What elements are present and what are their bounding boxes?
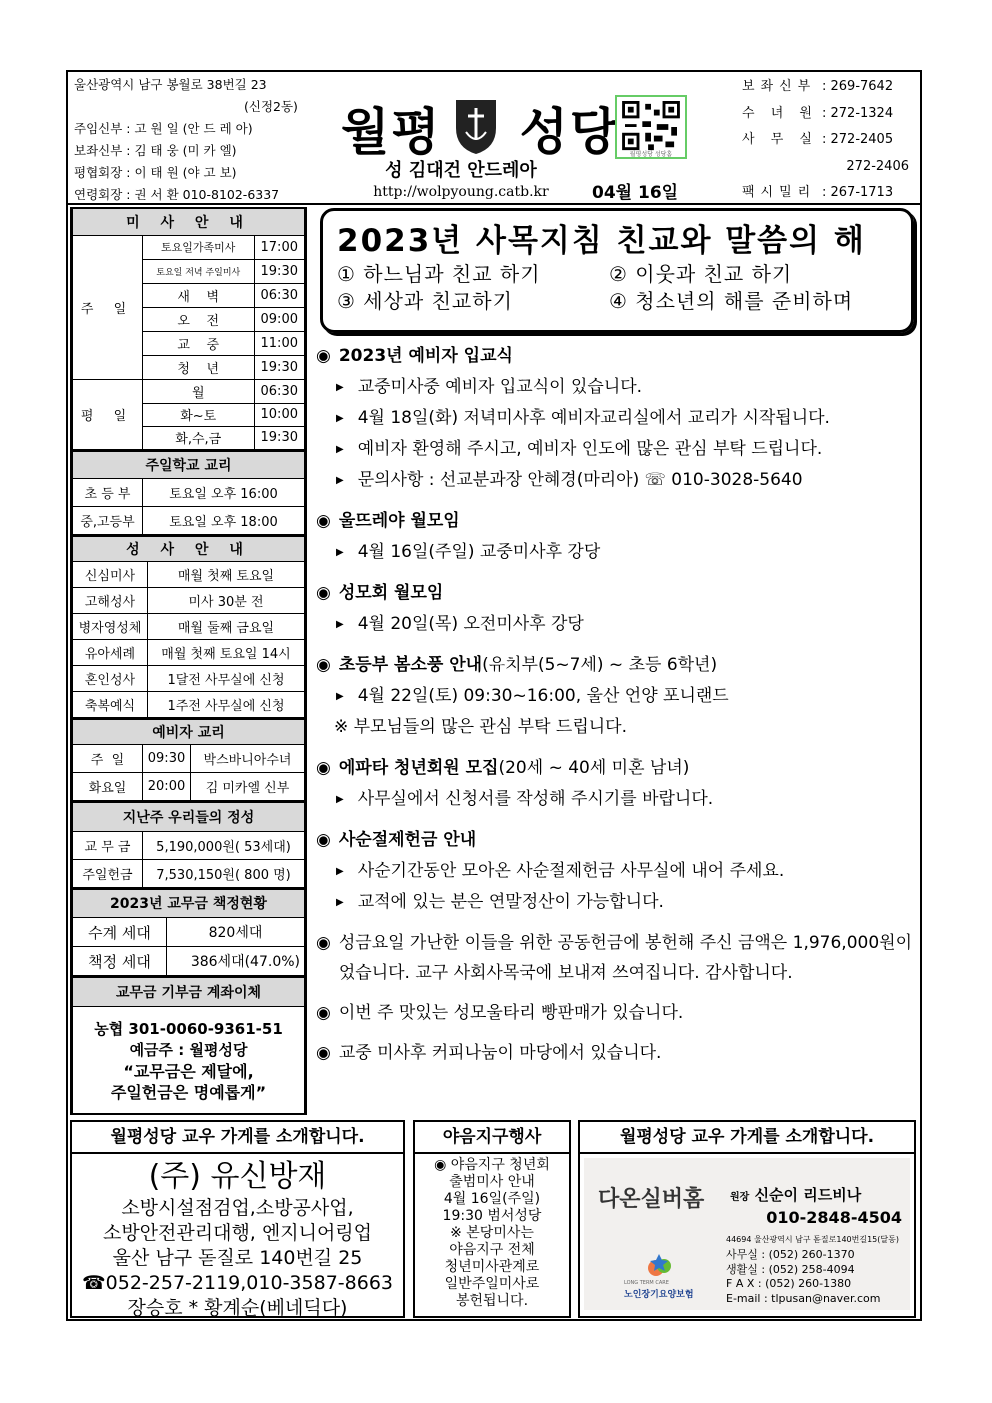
notice-title: 사순절제헌금 안내 [338, 830, 477, 850]
class-teacher: 박스바니아수녀 [191, 745, 305, 773]
address-dong: (신정2동) [244, 99, 298, 114]
mass-time: 06:30 [254, 379, 305, 403]
sacrament-title: 성 사 안 내 [73, 536, 305, 561]
contact-row: 272-2406 [846, 158, 909, 174]
offering-table [72, 801, 305, 888]
ad-line: 소방시설점검업,소방공사업, [121, 1197, 354, 1219]
announcement [316, 998, 916, 1028]
triangle-bullet-icon: ▶ [336, 547, 344, 558]
mass-time: 11:00 [254, 331, 305, 355]
pastoral-theme-box [320, 208, 914, 333]
district-event [413, 1120, 571, 1318]
mass-schedule-title: 미 사 안 내 [73, 209, 305, 235]
notice-title: 2023년 예비자 입교식 [338, 346, 513, 366]
notice-section [316, 825, 916, 918]
mass-time: 06:30 [254, 283, 305, 307]
mass-time: 19:30 [254, 259, 305, 283]
notice-title: 성모회 월모임 [338, 583, 444, 603]
mass-name: 청 년 [143, 355, 255, 379]
event-line: 4월 16일(주일) [443, 1191, 541, 1207]
account-table [72, 976, 305, 1115]
sacrament-name: 고해성사 [73, 587, 148, 613]
sacrament-name: 유아세례 [73, 639, 148, 665]
contact-list [742, 74, 917, 207]
bullet-icon: ◉ [316, 346, 331, 366]
sacrament-schedule: 매월 첫째 토요일 [148, 561, 305, 587]
triangle-bullet-icon: ▶ [336, 475, 344, 486]
notice-item: 교적에 있는 분은 연말정산이 가능합니다. [357, 892, 664, 912]
theme-goal: ③ 세상과 친교하기 [337, 289, 513, 313]
sacrament-name: 병자영성체 [73, 613, 148, 639]
issue-date: 04월 16일 [592, 183, 679, 203]
catechumen-table [72, 718, 305, 802]
mass-time: 09:00 [254, 307, 305, 331]
notice-item: 사순기간동안 모아온 사순절제헌금 사무실에 내어 주세요. [357, 861, 785, 881]
event-line: 야음지구 전체 [449, 1242, 535, 1258]
announcement-text: 이번 주 맛있는 성모울타리 빵판매가 있습니다. [338, 1003, 684, 1023]
announcement-text: 성금요일 가난한 이들을 위한 공동헌금에 봉헌해 주신 금액은 1,976,000원이었습니다. 교구 사회사목국에 보내져 쓰여집니다. 감사합니다. [338, 933, 912, 983]
class-time: 토요일 오후 16:00 [143, 479, 305, 507]
business-card [584, 1158, 910, 1310]
mass-time: 10:00 [254, 403, 305, 426]
notice-title-note: (유치부(5~7세) ~ 초등 6학년) [482, 655, 718, 675]
class-time: 20:00 [143, 773, 191, 801]
notices [316, 341, 916, 1078]
event-line: 봉헌됩니다. [455, 1293, 529, 1309]
ad-heading: 월평성당 교우 가게를 소개합니다. [72, 1122, 403, 1154]
notice-title: 초등부 봄소풍 안내 [338, 655, 483, 675]
notice-item: 4월 22일(토) 09:30~16:00, 울산 언양 포니랜드 [357, 686, 729, 706]
mass-name: 월 [143, 379, 255, 403]
theme-goal: ④ 청소년의 해를 준비하며 [609, 289, 854, 313]
notice-note: ※ 부모님들의 많은 관심 부탁 드립니다. [334, 717, 627, 737]
grade: 초 등 부 [73, 479, 143, 507]
website-link[interactable]: http://wolpyoung.catb.kr [373, 184, 549, 200]
notice-title: 에파타 청년회원 모집 [338, 758, 499, 778]
notice-title-note: (20세 ~ 40세 미혼 남녀) [498, 758, 690, 778]
company-name: (주) 유신방재 [148, 1159, 327, 1194]
sacrament-name: 축복예식 [73, 691, 148, 717]
triangle-bullet-icon: ▶ [336, 794, 344, 805]
class-teacher: 김 미카엘 신부 [191, 773, 305, 801]
assessment-value: 386세대(47.0%) [167, 947, 305, 976]
triangle-bullet-icon: ▶ [336, 444, 344, 455]
contact-row: 수 녀 원 : 272-1324 [742, 105, 894, 121]
class-time: 토요일 오후 18:00 [143, 507, 305, 535]
theme-goal: ② 이웃과 친교 하기 [609, 262, 793, 286]
offering-amount: 5,190,000원( 53세대) [143, 831, 305, 859]
theme-goal: ① 하느님과 친교 하기 [337, 262, 541, 286]
ad-daon [578, 1120, 916, 1318]
sacrament-schedule: 1달전 사무실에 신청 [148, 665, 305, 691]
parish-info [74, 74, 324, 206]
mass-name: 화~토 [143, 403, 255, 426]
mass-time: 19:30 [254, 426, 305, 449]
notice-item: 문의사항 : 선교분과장 안혜경(마리아) ☏ 010-3028-5640 [357, 470, 803, 490]
sunday-school-table [72, 450, 305, 536]
business-address: 44694 울산광역시 남구 돋질로140번길15(달동) [726, 1235, 899, 1244]
offering-amount: 7,530,150원( 800 명) [143, 859, 305, 887]
triangle-bullet-icon: ▶ [336, 866, 344, 877]
triangle-bullet-icon: ▶ [336, 382, 344, 393]
slogan-line: 주일헌금은 명예롭게” [110, 1082, 267, 1102]
triangle-bullet-icon: ▶ [336, 619, 344, 630]
notice-section [316, 578, 916, 640]
catechumen-title: 예비자 교리 [73, 719, 305, 745]
mass-name: 토요일 저녁 주일미사 [143, 259, 255, 283]
sacrament-schedule: 미사 30분 전 [148, 587, 305, 613]
staff-row: 평협회장 : 이 태 원 (야 고 보) [74, 165, 237, 180]
offering-label: 교 무 금 [73, 831, 143, 859]
sacrament-schedule: 매월 첫째 토요일 14시 [148, 639, 305, 665]
staff-row: 주임신부 : 고 원 일 (안 드 레 아) [74, 121, 253, 136]
mass-name: 교 중 [143, 331, 255, 355]
mass-time: 19:30 [254, 355, 305, 379]
ad-phone: 052-257-2119,010-3587-8663 [105, 1272, 393, 1294]
bullet-icon: ◉ [316, 655, 331, 675]
phone-icon: ☎ [82, 1272, 106, 1294]
bullet-icon: ◉ [316, 1003, 331, 1023]
sacrament-schedule: 매월 둘째 금요일 [148, 613, 305, 639]
sacrament-name: 혼인성사 [73, 665, 148, 691]
contact-row: 사 무 실 : 272-2405 [742, 132, 894, 147]
class-time: 09:30 [143, 745, 191, 773]
patron-saint: 성 김대건 안드레아 [385, 160, 537, 181]
event-line: 19:30 범서성당 [442, 1208, 542, 1224]
announcement-text: 교중 미사후 커피나눔이 마당에서 있습니다. [338, 1043, 662, 1063]
sacrament-schedule: 1주전 사무실에 신청 [148, 691, 305, 717]
notice-section [316, 506, 916, 568]
church-title: 월평 성당 [341, 103, 621, 161]
theme-title: 2023년 사목지침 친교와 말씀의 해 [337, 223, 866, 259]
staff-row: 보좌신부 : 김 태 웅 (미 카 엘) [74, 143, 237, 158]
notice-item: 4월 18일(화) 저녁미사후 예비자교리실에서 교리가 시작됩니다. [357, 408, 830, 428]
triangle-bullet-icon: ▶ [336, 897, 344, 908]
mass-schedule-table [72, 209, 305, 450]
bullet-icon: ◉ [316, 933, 331, 953]
announcement [316, 928, 916, 988]
church-emblem-icon [441, 88, 511, 158]
notice-item: 사무실에서 신청서를 작성해 주시기를 바랍니다. [357, 789, 714, 809]
ad-heading: 월평성당 교우 가게를 소개합니다. [580, 1122, 914, 1154]
mass-name: 오 전 [143, 307, 255, 331]
notice-item: 예비자 환영해 주시고, 예비자 인도에 많은 관심 부탁 드립니다. [357, 439, 823, 459]
triangle-bullet-icon: ▶ [336, 691, 344, 702]
bullet-icon: ◉ [316, 758, 331, 778]
mass-name: 화,수,금 [143, 426, 255, 449]
address: 울산광역시 남구 봉월로 38번길 23 [74, 77, 267, 92]
bullet-icon: ◉ [316, 830, 331, 850]
ad-line: 울산 남구 돋질로 140번길 25 [112, 1247, 363, 1269]
director-name: 신순이 리드비나 [754, 1186, 862, 1204]
assessment-value: 820세대 [167, 918, 305, 947]
account-title: 교무금 기부금 계좌이체 [73, 977, 305, 1006]
header [66, 70, 922, 205]
slogan-line: “교무금은 제달에, [123, 1061, 254, 1081]
bullet-icon: ◉ [316, 583, 331, 603]
class-day: 주 일 [73, 745, 143, 773]
event-line: ※ 본당미사는 [450, 1225, 534, 1241]
assessment-table [72, 888, 305, 977]
mass-name: 토요일가족미사 [143, 235, 255, 259]
ad-yusin [70, 1120, 405, 1318]
email: E-mail : tlpusan@naver.com [726, 1291, 881, 1305]
sidebar [70, 207, 307, 1115]
sacrament-table [72, 535, 305, 718]
contact-row: 팩시밀리 : 267-1713 [742, 185, 894, 200]
office-phone: 사무실 : (052) 260-1370 [726, 1248, 855, 1261]
event-line: 출범미사 안내 [449, 1174, 535, 1190]
event-line: 일반주일미사로 [444, 1276, 540, 1292]
bank-account: 농협 301-0060-9361-51 [94, 1019, 283, 1038]
qr-caption: 월평성당 성당홈 [629, 151, 673, 158]
staff-row: 연령회장 : 권 서 환 010-8102-6337 [74, 187, 280, 202]
sunday-label: 주 일 [73, 235, 143, 379]
business-phone: 010-2848-4504 [766, 1208, 902, 1227]
event-line: 청년미사관계로 [444, 1259, 540, 1275]
assessment-title: 2023년 교무금 책정현황 [73, 889, 305, 918]
assessment-label: 책정 세대 [73, 947, 167, 976]
business-name: 다온실버홈 [598, 1187, 705, 1212]
contact-row: 보좌신부 : 269-7642 [742, 79, 894, 94]
account-holder: 예금주 : 월평성당 [129, 1040, 248, 1059]
ad-line: 소방안전관리대행, 엔지니어링업 [102, 1222, 373, 1244]
mass-name: 새 벽 [143, 283, 255, 307]
weekday-label: 평 일 [73, 379, 143, 449]
sunday-school-title: 주일학교 교리 [73, 451, 305, 479]
logo-name: 노인장기요양보험 [624, 1290, 694, 1300]
sacrament-name: 신심미사 [73, 561, 148, 587]
bullet-icon: ◉ [316, 1043, 331, 1063]
announcement [316, 1038, 916, 1068]
ad-line: 장승호 * 황계순(베네딕다) [127, 1297, 348, 1319]
triangle-bullet-icon: ▶ [336, 413, 344, 424]
living-phone: 생활실 : (052) 258-4094 [726, 1262, 855, 1276]
notice-section [316, 650, 916, 743]
logo-caption: LONG TERM CARE [624, 1280, 669, 1286]
notice-item: 4월 16일(주일) 교중미사후 강당 [357, 542, 601, 562]
event-line: ◉ 야음지구 청년회 [434, 1157, 550, 1173]
offering-title: 지난주 우리들의 정성 [73, 802, 305, 831]
class-day: 화요일 [73, 773, 143, 801]
assessment-label: 수계 세대 [73, 918, 167, 947]
mass-time: 17:00 [254, 235, 305, 259]
notice-item: 4월 20일(목) 오전미사후 강당 [357, 614, 584, 634]
notice-section [316, 753, 916, 815]
notice-item: 교중미사중 예비자 입교식이 있습니다. [357, 377, 643, 397]
notice-title: 울뜨레야 월모임 [338, 511, 460, 531]
fax-number: F A X : (052) 260-1380 [726, 1277, 852, 1290]
care-logo-icon [644, 1252, 674, 1278]
offering-label: 주일헌금 [73, 859, 143, 887]
grade: 중,고등부 [73, 507, 143, 535]
director-label: 원장 [730, 1192, 750, 1203]
event-heading: 야음지구행사 [415, 1122, 569, 1154]
notice-section [316, 341, 916, 496]
bullet-icon: ◉ [316, 511, 331, 531]
